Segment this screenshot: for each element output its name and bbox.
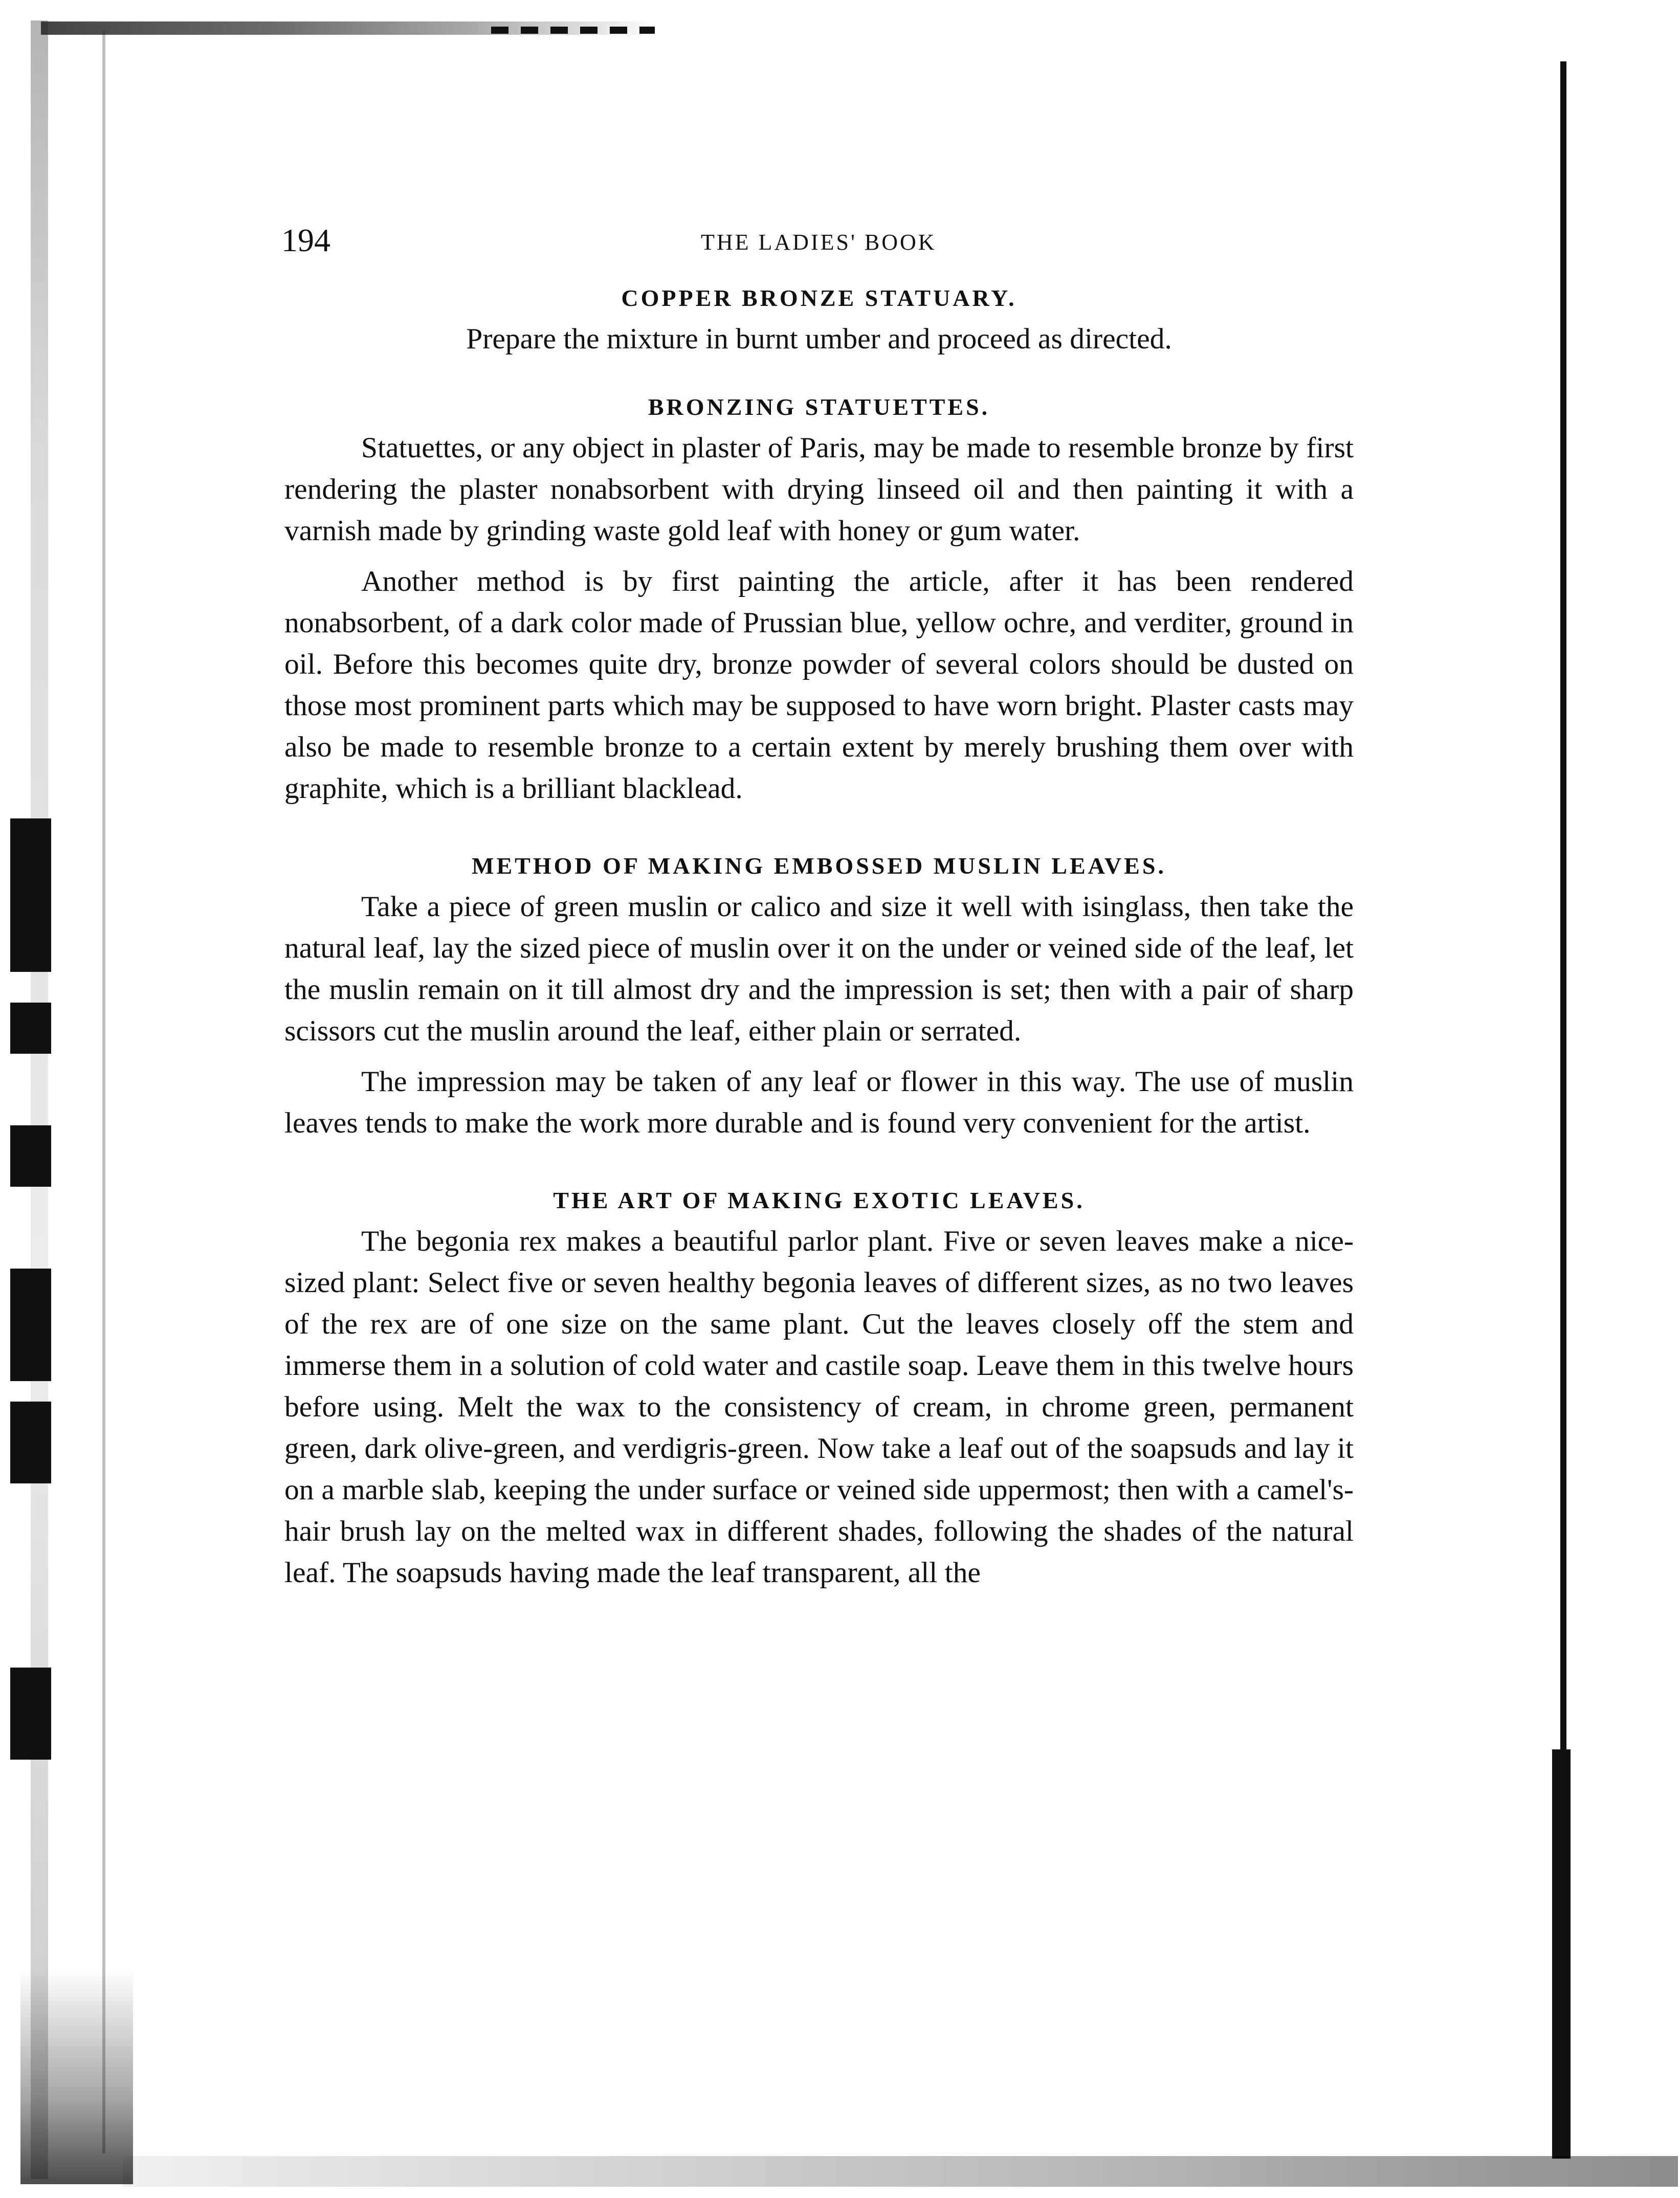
section-heading: COPPER BRONZE STATUARY. [621,285,1017,311]
section-embossed-muslin-leaves [284,848,1354,1144]
scan-left-mark [10,1003,51,1054]
running-head: THE LADIES' BOOK [701,230,937,255]
scan-left-margin-line [102,31,105,2153]
scan-left-mark [10,1125,51,1187]
section-exotic-leaves [284,1183,1354,1593]
scan-left-mark [10,818,51,972]
page-header [281,215,1356,266]
scan-bottom-left-shadow [20,1969,133,2184]
section-heading: THE ART OF MAKING EXOTIC LEAVES. [553,1187,1085,1213]
section-bronzing-statuettes [284,389,1354,809]
paragraph: Statuettes, or any object in plaster of Paris, may be made to resemble bronze by first rendering the plaster nonabsorbent with drying linseed oil and then painting it with a varnish made by grinding waste gold leaf with honey or gum water. [284,432,1354,547]
scan-left-mark [10,1269,51,1381]
scan-top-edge-marks [491,27,655,34]
section-heading: METHOD OF MAKING EMBOSSED MUSLIN LEAVES. [472,853,1166,879]
scan-left-mark [10,1402,51,1483]
page-body [284,280,1354,1603]
scan-left-mark [10,1668,51,1760]
section-heading: BRONZING STATUETTES. [648,394,990,420]
scan-bottom-edge-shadow [123,2156,1678,2187]
scan-left-edge-shadow [31,20,48,2179]
scan-right-edge-shadow [1552,1749,1571,2159]
paragraph: The begonia rex makes a beautiful parlor plant. Five or seven leaves make a nice-sized plant: Select five or seven healthy begonia leaves of different sizes, as no two leaves of the rex are of one size on the same plant. Cut the leaves closely off the stem and immerse them in a solution of cold water and castile soap. Leave them in this twelve hours before using. Melt the wax to the consistency of cream, in chrome green, permanent green, dark olive-green, and verdigris-green. Now take a leaf out of the soapsuds and lay it on a marble slab, keeping the under surface or veined side uppermost; then with a camel's-hair brush lay on the melted wax in different shades, following the shades of the natural leaf. The soapsuds having made the leaf transparent, all the [284,1225,1354,1589]
paragraph: Another method is by first painting the article, after it has been rendered nonabsorbent, of a dark color made of Prussian blue, yellow ochre, and verditer, ground in oil. Before this becomes quite dry, bronze powder of several colors should be dusted on those most prominent parts which may be supposed to have worn bright. Plaster casts may also be made to resemble bronze to a certain extent by merely brushing them over with graphite, which is a brilliant blacklead. [284,565,1354,805]
page-number: 194 [281,222,330,258]
paragraph: Take a piece of green muslin or calico and size it well with isinglass, then take the natural leaf, lay the sized piece of muslin over it on the under or veined side of the leaf, let the muslin remain on it till almost dry and the impression is set; then with a pair of sharp scissors cut the muslin around the leaf, either plain or serrated. [284,891,1354,1047]
paragraph: The impression may be taken of any leaf or flower in this way. The use of muslin leaves tends to make the work more durable and is found very convenient for the artist. [284,1065,1354,1139]
section-copper-bronze-statuary [284,280,1354,360]
paragraph: Prepare the mixture in burnt umber and proceed as directed. [466,323,1172,355]
